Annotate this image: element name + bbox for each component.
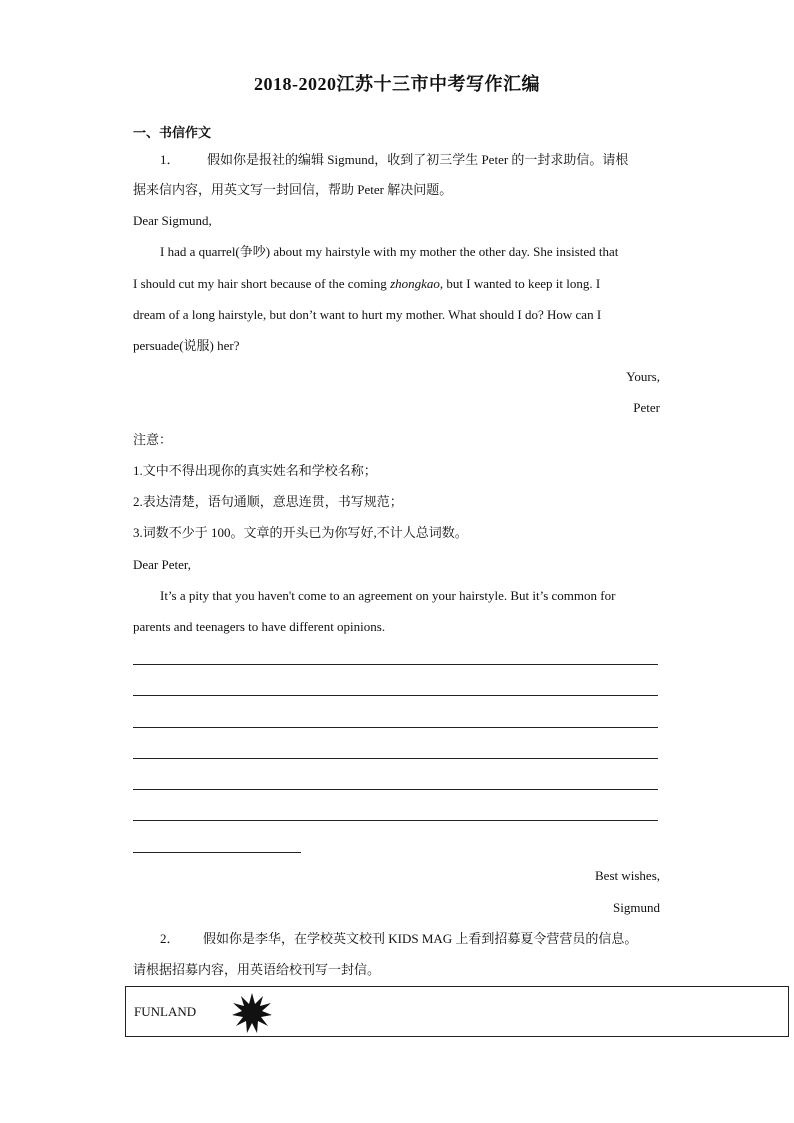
writing-line[interactable] — [133, 789, 658, 790]
funland-label: FUNLAND — [134, 1004, 197, 1019]
reply-closing: Best wishes, — [595, 868, 660, 883]
letter-line-2 — [133, 275, 600, 293]
writing-line[interactable] — [133, 695, 658, 696]
letter-line-4: persuade(说服) her? — [133, 338, 240, 353]
funland-notice-box — [125, 986, 789, 1037]
note-2: 2.表达清楚，语句通顺，意思连贯，书写规范； — [133, 494, 403, 509]
question-1-number: 1． — [160, 152, 180, 167]
question-1-prompt-line-1: 假如你是报社的编辑 Sigmund，收到了初三学生 Peter 的一封求助信。请根 — [207, 152, 629, 167]
note-3: 3.词数不少于 100。文章的开头已为你写好,不计人总词数。 — [133, 525, 468, 540]
letter-greeting: Dear Sigmund, — [133, 213, 212, 228]
document-title: 2018-2020江苏十三市中考写作汇编 — [254, 74, 540, 94]
reply-line-1: It’s a pity that you haven't come to an agreement on your hairstyle. But it’s common for — [160, 588, 616, 603]
letter-line-2-emphasis: zhongkao — [390, 276, 440, 291]
letter-line-2-text-b: , but I wanted to keep it long. I — [439, 276, 601, 291]
starburst-icon — [232, 993, 272, 1033]
letter-line-3: dream of a long hairstyle, but don’t want to hurt my mother. What should I do? How can I — [133, 307, 602, 322]
reply-greeting: Dear Peter, — [133, 557, 191, 572]
writing-line[interactable] — [133, 727, 658, 728]
letter-line-1: I had a quarrel(争吵) about my hairstyle with my mother the other day. She insisted that — [160, 244, 619, 259]
reply-line-2: parents and teenagers to have different opinions. — [133, 619, 386, 634]
letter-closing: Yours, — [626, 369, 660, 384]
writing-line[interactable] — [133, 664, 658, 665]
section-heading: 一、书信作文 — [133, 125, 212, 140]
letter-signature: Peter — [633, 400, 660, 415]
question-2-prompt-line-2: 请根据招募内容，用英语给校刊写一封信。 — [133, 962, 381, 977]
note-1: 1.文中不得出现你的真实姓名和学校名称； — [133, 463, 377, 478]
writing-line[interactable] — [133, 820, 658, 821]
writing-line[interactable] — [133, 758, 658, 759]
question-2-number: 2． — [160, 931, 180, 946]
notes-heading: 注意： — [133, 432, 173, 447]
writing-line[interactable] — [133, 852, 301, 853]
reply-signature: Sigmund — [613, 900, 660, 915]
letter-line-2-text-a: I should cut my hair short because of the coming — [133, 276, 391, 291]
question-2-prompt-line-1: 假如你是李华，在学校英文校刊 KIDS MAG 上看到招募夏令营营员的信息。 — [203, 931, 638, 946]
question-1-prompt-line-2: 据来信内容，用英文写一封回信，帮助 Peter 解决问题。 — [133, 182, 453, 197]
